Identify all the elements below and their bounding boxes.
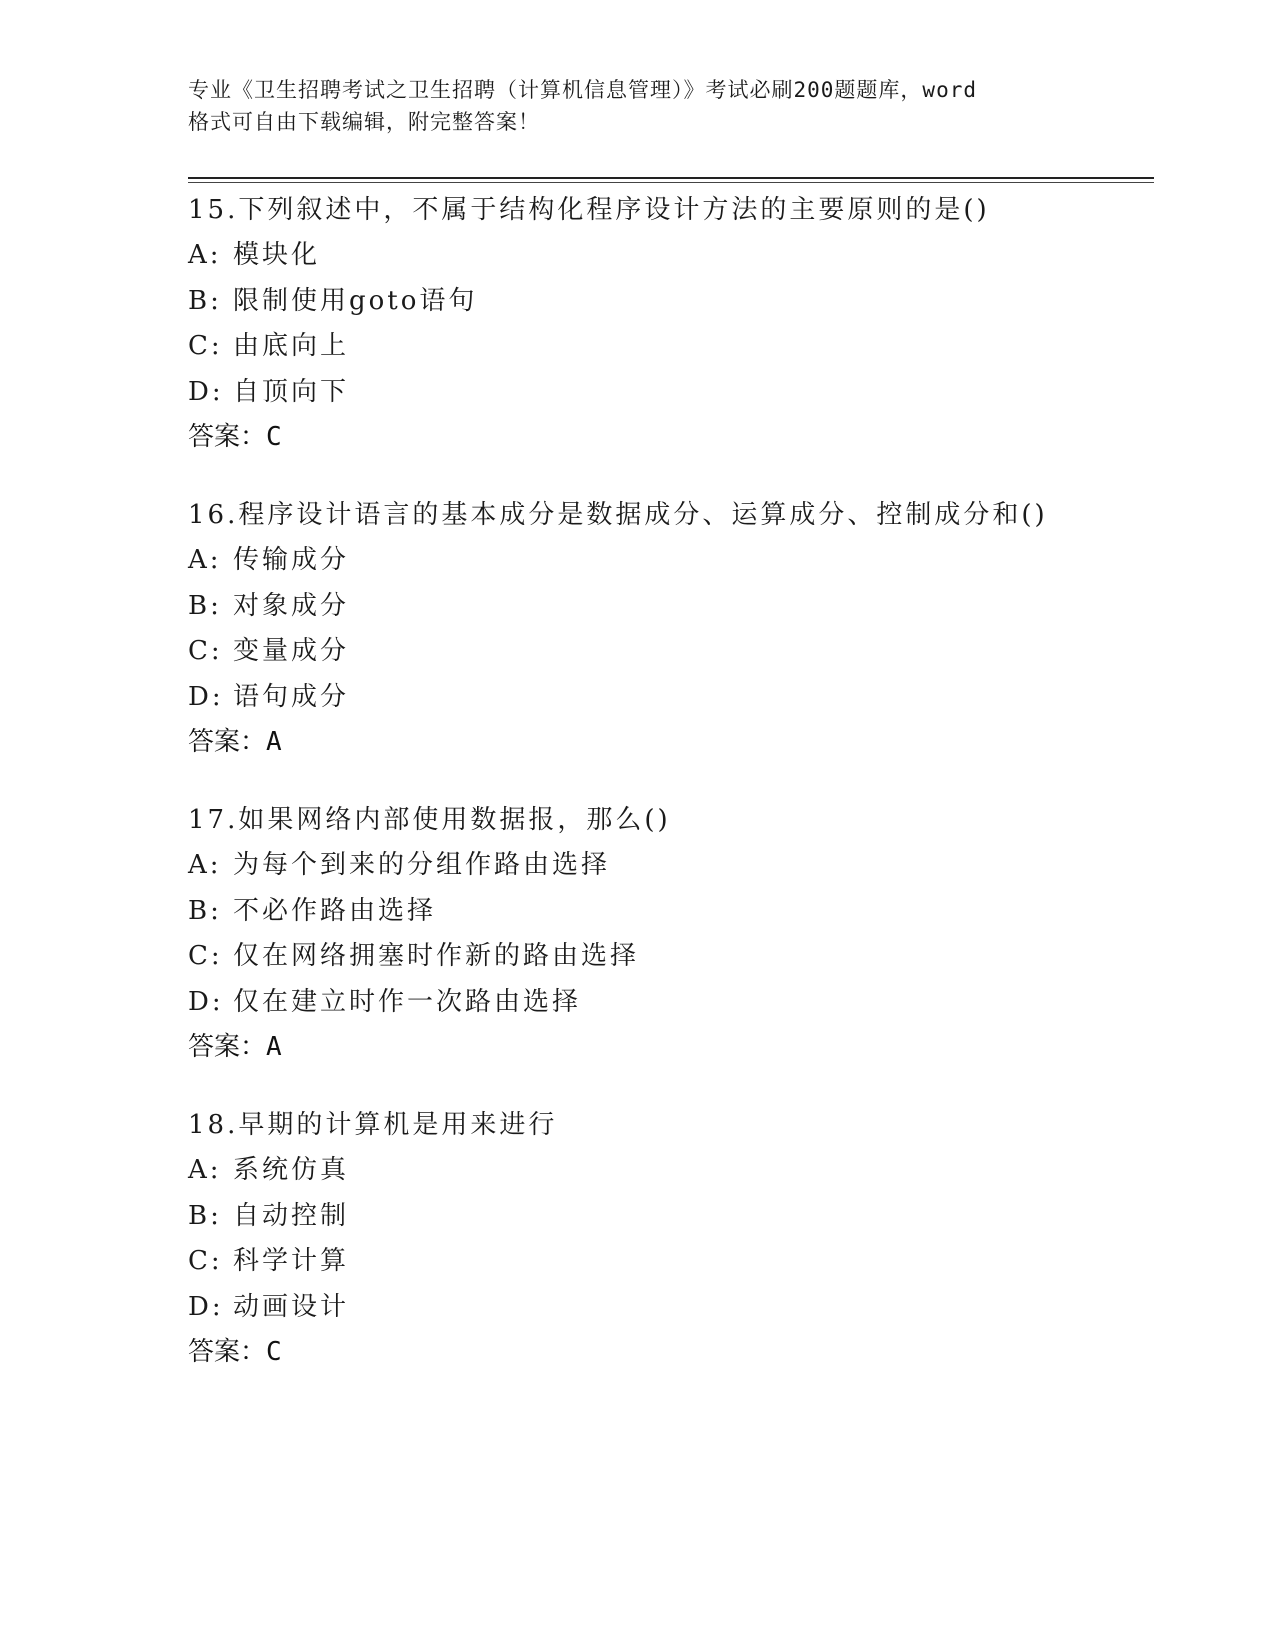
option-b: [188, 891, 436, 931]
answer-value: A: [266, 727, 282, 757]
document-header: [188, 74, 1088, 138]
option-key: B:: [188, 1201, 222, 1231]
header-line-1: 专业《卫生招聘考试之卫生招聘（计算机信息管理）》考试必刷200题题库，word: [188, 78, 977, 102]
answer-line: [188, 417, 282, 457]
option-key: B:: [188, 896, 222, 926]
option-key: D:: [188, 987, 224, 1017]
option-key: D:: [188, 377, 224, 407]
option-a: [188, 540, 349, 580]
answer-line: [188, 1027, 282, 1067]
option-d: [188, 982, 581, 1022]
option-text: 自动控制: [233, 1201, 350, 1231]
option-text: 系统仿真: [233, 1155, 350, 1185]
answer-value: C: [266, 1337, 282, 1367]
option-d: [188, 372, 349, 412]
option-key: A:: [188, 545, 222, 575]
option-text: 模块化: [233, 240, 321, 270]
option-text: 限制使用goto语句: [233, 286, 478, 316]
option-c: [188, 631, 349, 671]
answer-label: 答案：: [188, 727, 267, 757]
option-key: C:: [188, 636, 223, 666]
option-text: 对象成分: [233, 591, 350, 621]
answer-label: 答案：: [188, 422, 267, 452]
option-b: [188, 586, 349, 626]
answer-value: C: [266, 422, 282, 452]
option-c: [188, 1241, 349, 1281]
option-a: [188, 235, 320, 275]
option-a: [188, 1150, 349, 1190]
header-divider-thick: [188, 177, 1154, 179]
option-text: 自顶向下: [233, 377, 350, 407]
option-text: 为每个到来的分组作路由选择: [233, 850, 611, 880]
option-text: 仅在网络拥塞时作新的路由选择: [233, 941, 640, 971]
option-d: [188, 677, 349, 717]
question-title: 16.程序设计语言的基本成分是数据成分、运算成分、控制成分和(): [188, 500, 1048, 530]
option-key: A:: [188, 1155, 222, 1185]
option-c: [188, 936, 639, 976]
answer-value: A: [266, 1032, 282, 1062]
option-text: 科学计算: [233, 1246, 350, 1276]
option-text: 由底向上: [233, 331, 350, 361]
header-divider-thin: [188, 182, 1154, 183]
option-text: 仅在建立时作一次路由选择: [233, 987, 582, 1017]
answer-label: 答案：: [188, 1032, 267, 1062]
question-title: 18.早期的计算机是用来进行: [188, 1110, 558, 1140]
option-key: B:: [188, 591, 222, 621]
answer-label: 答案：: [188, 1337, 267, 1367]
answer-line: [188, 722, 282, 762]
question-title: 17.如果网络内部使用数据报，那么(): [188, 805, 671, 835]
option-text: 变量成分: [233, 636, 350, 666]
option-key: A:: [188, 240, 222, 270]
answer-line: [188, 1332, 282, 1372]
option-b: [188, 1196, 349, 1236]
option-key: C:: [188, 1246, 223, 1276]
option-text: 语句成分: [233, 682, 350, 712]
option-a: [188, 845, 610, 885]
header-line-2: 格式可自由下载编辑，附完整答案！: [188, 110, 540, 134]
option-key: A:: [188, 850, 222, 880]
option-text: 传输成分: [233, 545, 350, 575]
option-b: [188, 281, 477, 321]
option-text: 动画设计: [233, 1292, 350, 1322]
option-key: B:: [188, 286, 222, 316]
option-text: 不必作路由选择: [233, 896, 437, 926]
option-key: C:: [188, 941, 223, 971]
option-d: [188, 1287, 349, 1327]
option-key: D:: [188, 682, 224, 712]
question-title: 15.下列叙述中，不属于结构化程序设计方法的主要原则的是(): [188, 195, 990, 225]
option-key: C:: [188, 331, 223, 361]
option-key: D:: [188, 1292, 224, 1322]
option-c: [188, 326, 349, 366]
